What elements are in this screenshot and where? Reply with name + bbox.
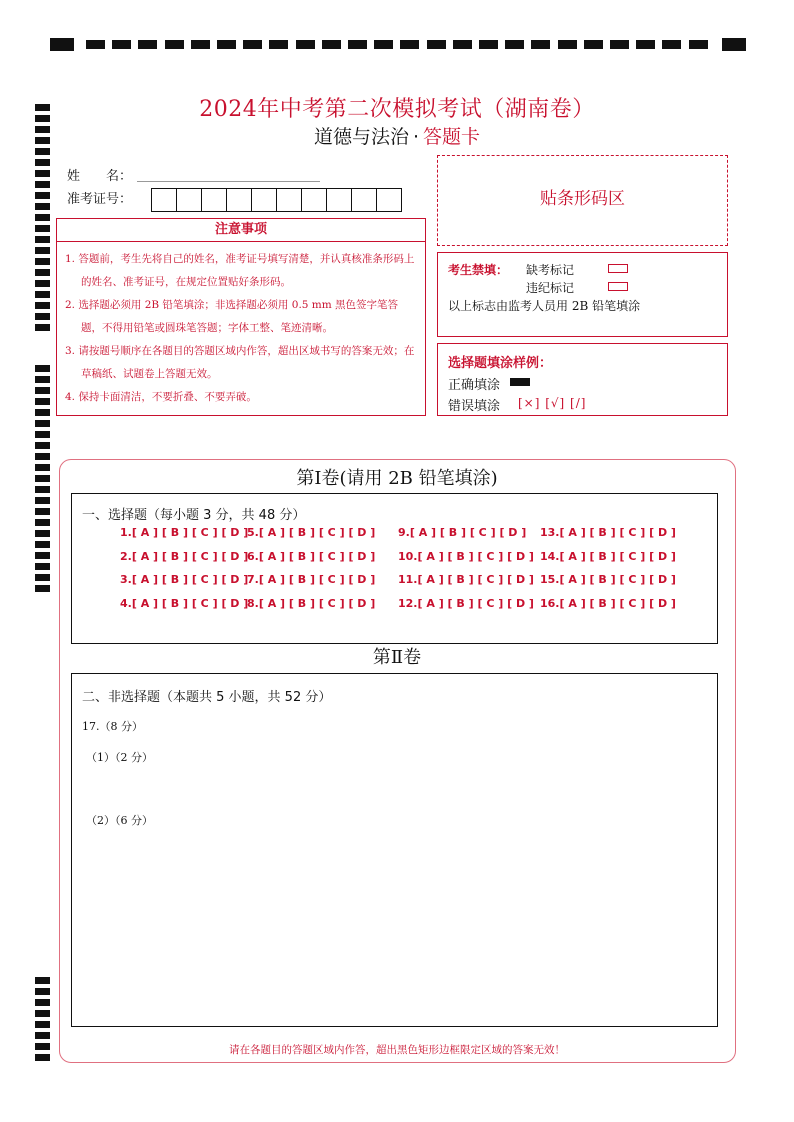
left-marker — [35, 376, 50, 383]
left-marker — [35, 247, 50, 254]
left-marker — [35, 497, 50, 504]
left-marker — [35, 269, 50, 276]
left-marker — [35, 214, 50, 221]
left-marker — [35, 170, 50, 177]
left-marker — [35, 1010, 50, 1017]
top-marker — [86, 40, 105, 49]
subtitle — [0, 122, 794, 149]
mc-question[interactable]: 5.[ A ] [ B ] [ C ] [ D ] — [247, 526, 376, 539]
top-marker — [636, 40, 655, 49]
top-marker — [269, 40, 288, 49]
left-marker — [35, 1021, 50, 1028]
left-marker — [35, 552, 50, 559]
id-label: 准考证号： — [67, 192, 133, 207]
left-marker — [35, 453, 50, 460]
mc-question[interactable]: 13.[ A ] [ B ] [ C ] [ D ] — [540, 526, 676, 539]
examiner-only-panel — [437, 252, 728, 337]
separator-dot: · — [412, 126, 420, 148]
left-marker — [35, 442, 50, 449]
mc-question[interactable]: 2.[ A ] [ B ] [ C ] [ D ] — [120, 549, 249, 563]
top-marker — [348, 40, 367, 49]
left-marker — [35, 1032, 50, 1039]
top-marker — [531, 40, 550, 49]
mc-question[interactable]: 15.[ A ] [ B ] [ C ] [ D ] — [540, 573, 676, 586]
fill-sample-panel — [437, 343, 728, 416]
top-marker — [662, 40, 681, 49]
name-label: 姓 名： — [67, 169, 133, 184]
examiner-note: 以上标志由监考人员用 2B 铅笔填涂 — [448, 299, 641, 313]
id-digit-box[interactable] — [226, 188, 252, 212]
top-marker — [322, 40, 341, 49]
left-marker — [35, 181, 50, 188]
notes-title: 注意事项 — [57, 219, 425, 242]
id-digit-box[interactable] — [251, 188, 277, 212]
left-marker — [35, 280, 50, 287]
id-digit-box[interactable] — [176, 188, 202, 212]
top-marker — [610, 40, 629, 49]
multiple-choice-box — [71, 493, 718, 644]
name-field[interactable] — [137, 180, 320, 182]
mc-question[interactable]: 4.[ A ] [ B ] [ C ] [ D ] — [120, 596, 249, 610]
exam-id-boxes[interactable] — [151, 188, 401, 212]
top-marker — [112, 40, 131, 49]
question-17-label: 17.（8 分） — [82, 720, 143, 733]
mc-question[interactable]: 3.[ A ] [ B ] [ C ] [ D ] — [120, 573, 249, 586]
left-marker — [35, 225, 50, 232]
mc-column — [540, 526, 676, 620]
left-marker — [35, 541, 50, 548]
top-marker — [50, 38, 74, 51]
left-marker — [35, 324, 50, 331]
open-heading: 二、非选择题（本题共 5 小题，共 52 分） — [82, 690, 332, 705]
left-marker — [35, 365, 50, 372]
left-marker — [35, 574, 50, 581]
answer-card-label: 答题卡 — [423, 126, 481, 148]
top-marker — [558, 40, 577, 49]
top-marker — [138, 40, 157, 49]
mc-question[interactable]: 12.[ A ] [ B ] [ C ] [ D ] — [398, 596, 534, 610]
mc-question[interactable]: 11.[ A ] [ B ] [ C ] [ D ] — [398, 573, 534, 586]
top-marker — [243, 40, 262, 49]
violation-checkbox[interactable] — [608, 282, 628, 291]
id-digit-box[interactable] — [301, 188, 327, 212]
left-marker — [35, 431, 50, 438]
mc-column — [398, 526, 534, 620]
mc-question[interactable]: 14.[ A ] [ B ] [ C ] [ D ] — [540, 549, 676, 563]
mc-question[interactable]: 7.[ A ] [ B ] [ C ] [ D ] — [247, 573, 376, 586]
top-marker — [374, 40, 393, 49]
top-alignment-markers — [50, 38, 746, 51]
correct-fill-example — [510, 378, 530, 386]
id-digit-box[interactable] — [151, 188, 177, 212]
left-marker — [35, 508, 50, 515]
top-marker — [165, 40, 184, 49]
mc-question[interactable]: 10.[ A ] [ B ] [ C ] [ D ] — [398, 549, 534, 563]
top-marker — [400, 40, 419, 49]
correct-fill-label: 正确填涂 — [448, 378, 501, 393]
left-marker — [35, 159, 50, 166]
left-marker — [35, 977, 50, 984]
left-marker — [35, 420, 50, 427]
left-marker — [35, 563, 50, 570]
notes-item: 1. 答题前，考生先将自己的姓名，准考证号填写清楚，并认真核准条形码上的姓名、准考证号，在规定位置贴好条形码。 — [65, 253, 415, 288]
top-marker — [217, 40, 236, 49]
top-marker — [479, 40, 498, 49]
fill-sample-title: 选择题填涂样例： — [448, 356, 553, 371]
left-marker — [35, 988, 50, 995]
left-marker — [35, 398, 50, 405]
left-marker — [35, 530, 50, 537]
left-marker — [35, 302, 50, 309]
top-marker — [191, 40, 210, 49]
top-marker — [427, 40, 446, 49]
barcode-area: 贴条形码区 — [437, 155, 728, 246]
footer-warning: 请在各题目的答题区域内作答，超出黑色矩形边框限定区域的答案无效！ — [229, 1044, 565, 1056]
question-17-2-label: （2）（6 分） — [86, 814, 153, 827]
part1-title: 第Ⅰ卷(请用 2B 铅笔填涂) — [296, 468, 498, 489]
id-digit-box[interactable] — [201, 188, 227, 212]
left-marker — [35, 236, 50, 243]
violation-mark-label: 违纪标记 — [526, 281, 575, 295]
question-17-1-label: （1）（2 分） — [86, 751, 153, 764]
open-answer-box[interactable] — [71, 673, 718, 1027]
top-marker — [296, 40, 315, 49]
left-marker — [35, 148, 50, 155]
top-marker — [453, 40, 472, 49]
absent-mark-label: 缺考标记 — [526, 263, 575, 277]
exam-title: 2024年中考第二次模拟考试（湖南卷） — [199, 97, 595, 122]
left-marker — [35, 192, 50, 199]
left-marker — [35, 313, 50, 320]
notes-item: 3. 请按题号顺序在各题目的答题区域内作答，超出区域书写的答案无效；在草稿纸、试题卷上答题无效。 — [65, 345, 415, 380]
absent-checkbox[interactable] — [608, 264, 628, 273]
notes-panel — [56, 218, 426, 416]
top-marker — [722, 38, 746, 51]
wrong-fill-examples: [×] [√] [/] — [518, 396, 587, 410]
left-marker — [35, 585, 50, 592]
mc-question[interactable]: 9.[ A ] [ B ] [ C ] [ D ] — [398, 526, 527, 539]
mc-heading: 一、选择题（每小题 3 分，共 48 分） — [82, 508, 306, 523]
notes-item: 4. 保持卡面清洁，不要折叠、不要弄破。 — [65, 391, 257, 403]
left-marker — [35, 999, 50, 1006]
id-digit-box[interactable] — [326, 188, 352, 212]
left-marker — [35, 519, 50, 526]
mc-question[interactable]: 16.[ A ] [ B ] [ C ] [ D ] — [540, 596, 676, 610]
left-marker — [35, 291, 50, 298]
top-marker — [689, 40, 708, 49]
mc-question[interactable]: 1.[ A ] [ B ] [ C ] [ D ] — [120, 526, 249, 539]
left-marker — [35, 203, 50, 210]
notes-list — [57, 242, 425, 409]
mc-question[interactable]: 6.[ A ] [ B ] [ C ] [ D ] — [247, 549, 376, 563]
mc-column — [120, 526, 248, 620]
part2-title: 第Ⅱ卷 — [372, 647, 422, 668]
left-marker — [35, 387, 50, 394]
top-marker — [505, 40, 524, 49]
subject-name: 道德与法治 — [313, 126, 409, 148]
notes-item: 2. 选择题必须用 2B 铅笔填涂；非选择题必须用 0.5 mm 黑色签字笔答题，不得用铅笔或圆珠笔答题；字体工整、笔迹清晰。 — [65, 299, 399, 334]
examiner-only-label: 考生禁填： — [448, 263, 509, 277]
mc-question[interactable]: 8.[ A ] [ B ] [ C ] [ D ] — [247, 596, 376, 610]
top-marker — [584, 40, 603, 49]
id-digit-box[interactable] — [276, 188, 302, 212]
mc-column — [247, 526, 375, 620]
wrong-fill-label: 错误填涂 — [448, 399, 501, 414]
id-digit-box[interactable] — [376, 188, 402, 212]
left-marker — [35, 258, 50, 265]
left-marker — [35, 409, 50, 416]
id-digit-box[interactable] — [351, 188, 377, 212]
